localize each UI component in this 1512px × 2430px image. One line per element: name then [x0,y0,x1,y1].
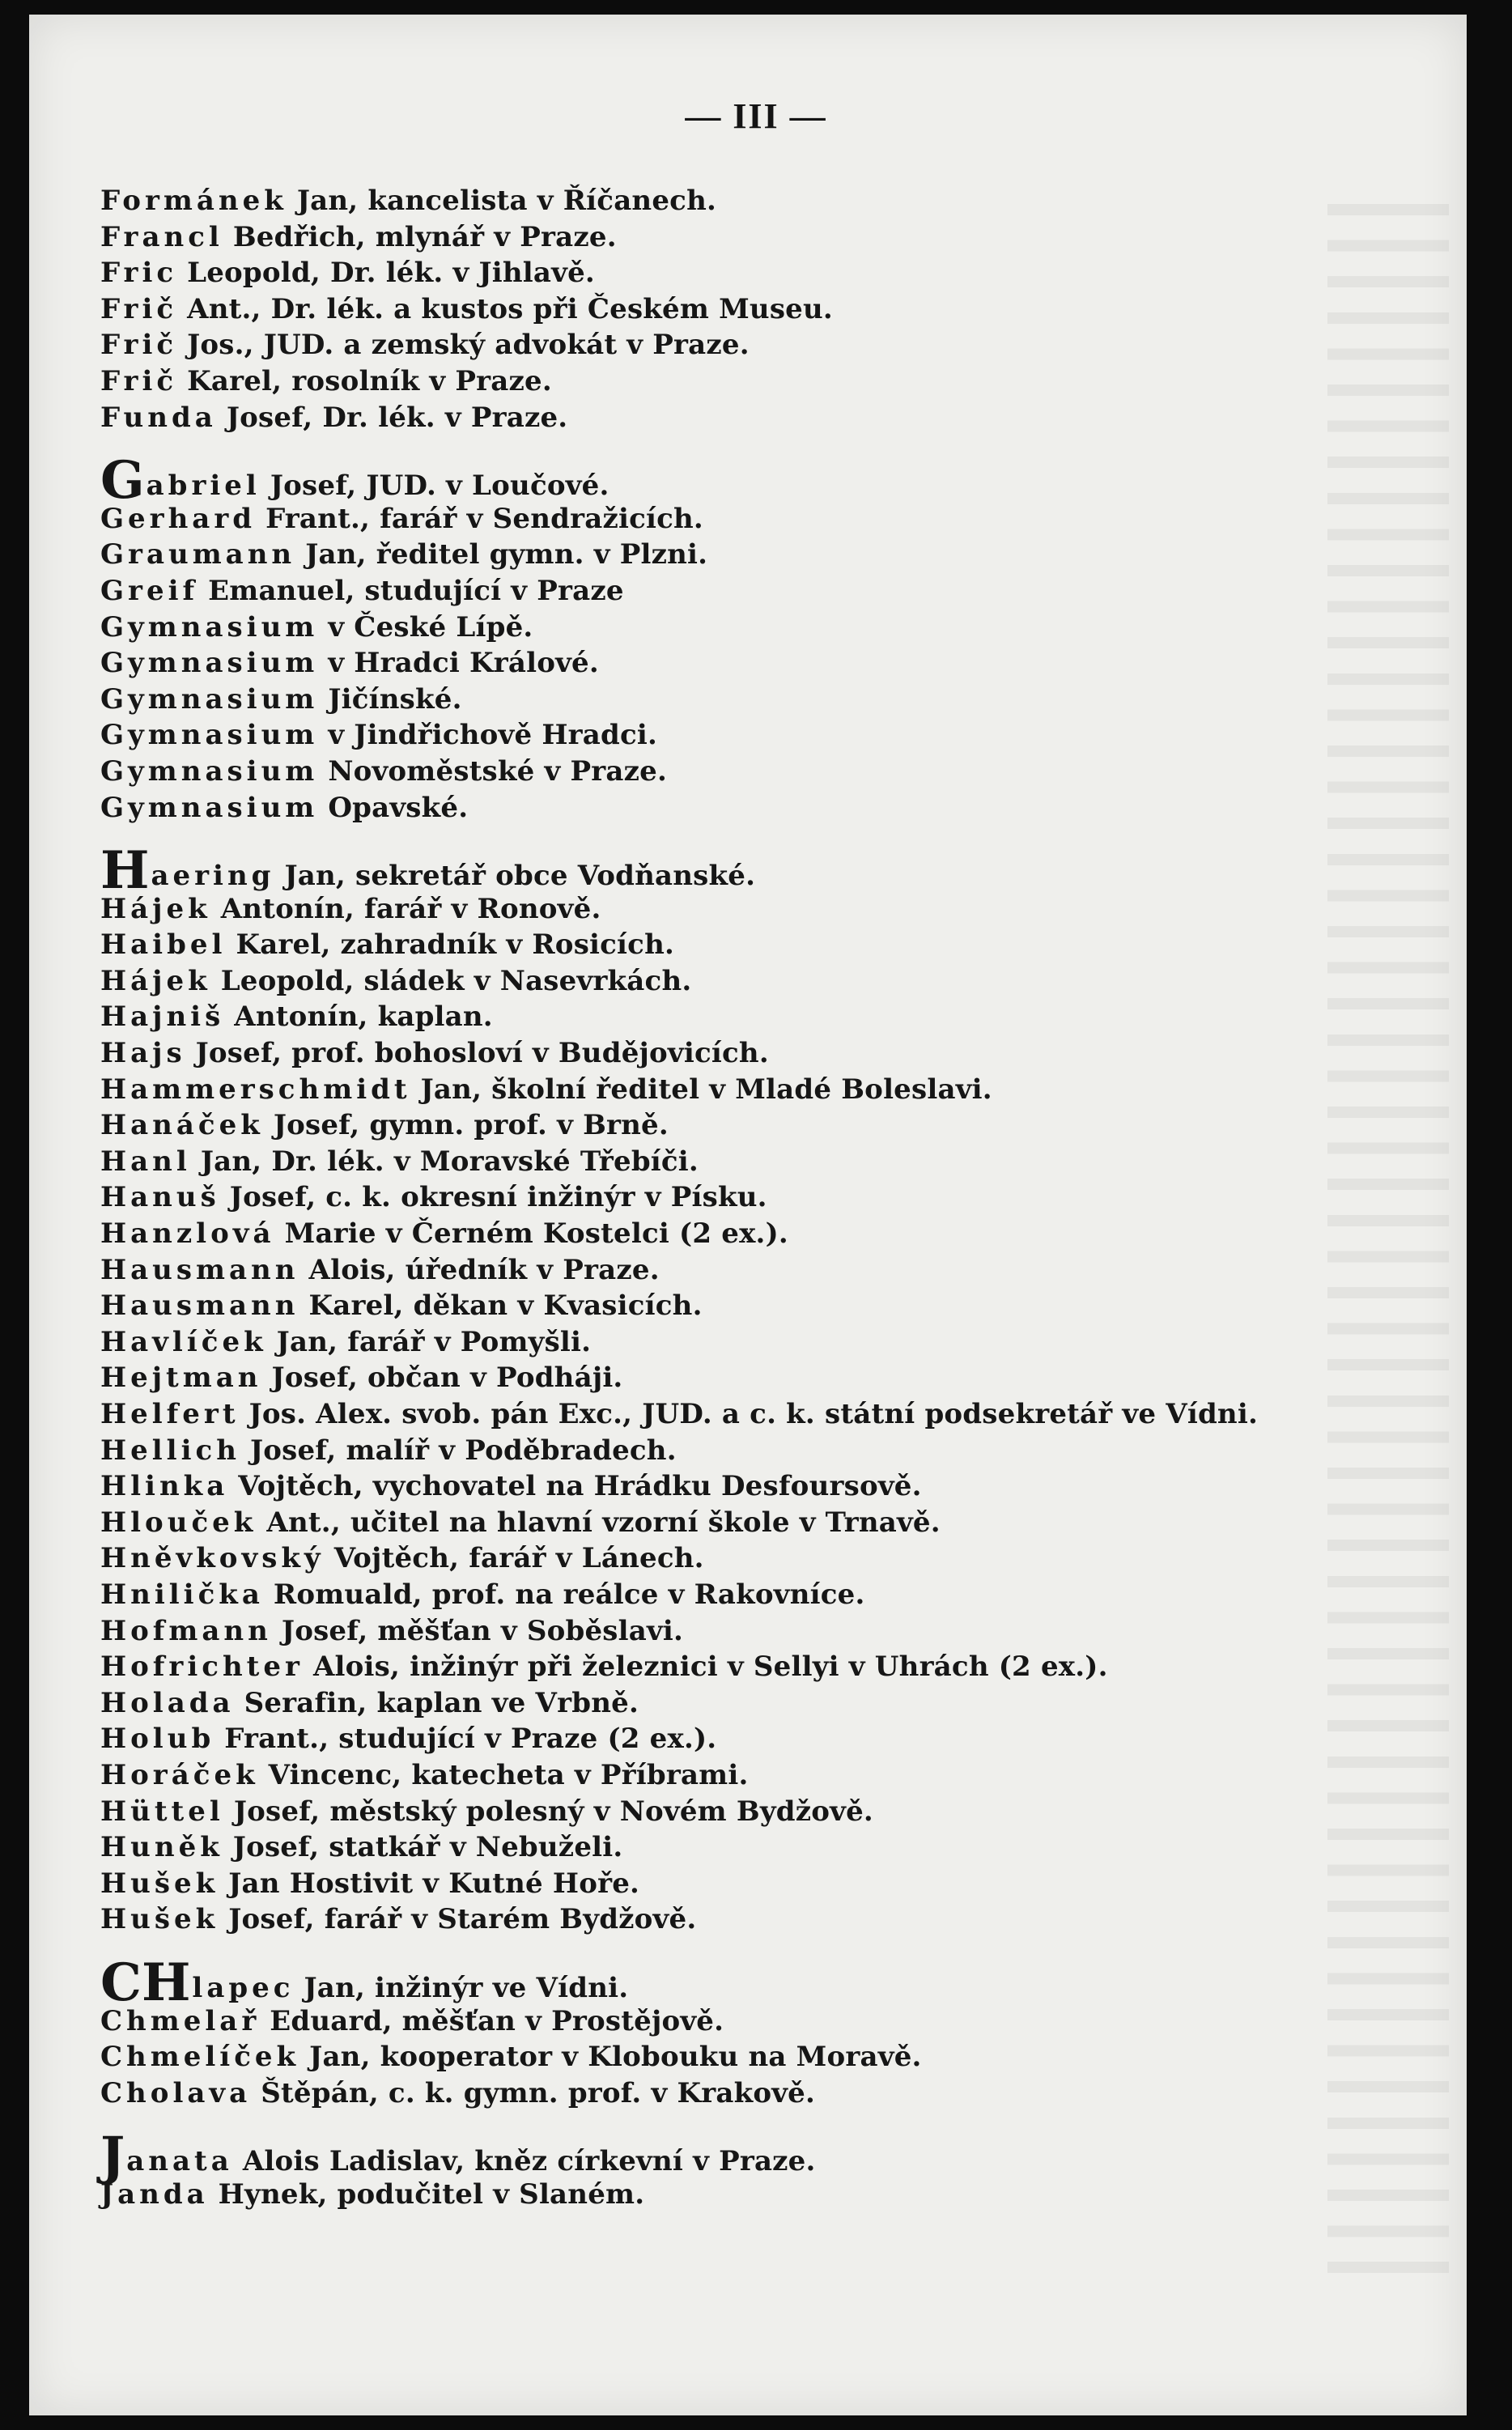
entry-name: Hausmann [100,1253,299,1286]
subscriber-list [100,183,1428,2212]
list-item [100,645,1428,682]
list-item [100,2039,1428,2075]
list-item [100,1613,1428,1650]
list-item [100,682,1428,718]
entry-name: Cholava [100,2076,252,2109]
section-initial: H [100,840,150,902]
list-item [100,2126,1428,2187]
entry-name: Formánek [100,185,287,217]
entry-name: Graumann [100,538,296,571]
entry-details: Jan, sekretář obce Vodňanské. [274,860,756,893]
list-item [100,183,1428,219]
entry-details: Antonín, kaplan. [224,1000,493,1034]
entry-name: Gymnasium [100,791,319,824]
entry-name: Hnilička [100,1578,264,1611]
list-item [100,1144,1428,1180]
entry-details: Josef, statkář v Nebuželi. [223,1831,623,1864]
entry-name: Havlíček [100,1325,267,1358]
list-item [100,1107,1428,1144]
entry-name: Hofrichter [100,1650,304,1684]
entry-details: Karel, děkan v Kvasicích. [299,1289,703,1323]
list-item [100,717,1428,754]
list-item [100,963,1428,1000]
entry-name: aering [151,860,275,893]
entry-details: Emanuel, studující v Praze [198,574,624,607]
list-item [100,1179,1428,1216]
entry-details: Frant., farář v Sendražicích. [256,502,703,535]
list-item [100,1757,1428,1794]
entry-details: Serafin, kaplan ve Vrbně. [234,1686,639,1719]
entry-details: v Hradci Králové. [318,647,599,680]
section-gap [100,1938,1428,1967]
entry-details: Jan, školní ředitel v Mladé Boleslavi. [410,1073,992,1106]
list-item [100,1324,1428,1361]
list-item [100,610,1428,646]
entry-name: lapec [192,1971,295,2004]
entry-details: Jan, farář v Pomyšli. [266,1325,592,1358]
list-item [100,1794,1428,1830]
entry-details: Ant., učitel na hlavní vzorní škole v Trnavě. [257,1506,941,1539]
entry-details: Jos., JUD. a zemský advokát v Praze. [177,329,750,362]
entry-details: Eduard, měšťan v Prostějově. [260,2004,724,2037]
entry-name: Chmelař [100,2004,261,2037]
list-item [100,1901,1428,1938]
entry-details: Vincenc, katecheta v Příbrami. [258,1758,749,1791]
entry-name: Frič [100,329,178,362]
entry-details: v České Lípě. [318,610,533,644]
entry-details: Štěpán, c. k. gymn. prof. v Krakově. [251,2076,816,2109]
entry-name: Hlinka [100,1470,229,1503]
list-item [100,2003,1428,2040]
list-item [100,1216,1428,1252]
entry-details: Antonín, farář v Ronově. [210,892,601,925]
list-item [100,1685,1428,1722]
list-item [100,219,1428,256]
entry-name: Greif [100,574,199,607]
entry-name: Janda [100,2177,209,2211]
entry-name: Hajniš [100,1000,225,1034]
entry-name: Hušek [100,1867,219,1900]
list-item [100,573,1428,610]
entry-name: Hlouček [100,1506,257,1539]
entry-name: Hanzlová [100,1217,275,1251]
entry-details: Josef, městský polesný v Novém Bydžově. [223,1795,873,1828]
entry-details: Romuald, prof. na reálce v Rakovníce. [263,1578,865,1611]
entry-details: Novoměstské v Praze. [318,754,668,788]
entry-name: Hájek [100,892,211,925]
list-item [100,1360,1428,1396]
entry-name: abriel [146,469,261,503]
entry-details: Josef, občan v Podháji. [261,1362,623,1395]
entry-name: Gymnasium [100,610,319,644]
list-item [100,1649,1428,1685]
entry-details: Leopold, sládek v Nasevrkách. [210,964,692,997]
entry-details: Jan, kancelista v Říčanech. [287,185,717,217]
entry-details: Jan, inžinýr ve Vídni. [294,1971,629,2004]
section-gap [100,2111,1428,2140]
list-item [100,927,1428,963]
entry-details: Jičínské. [318,682,462,716]
entry-name: Hájek [100,964,211,997]
entry-details: Josef, c. k. okresní inžinýr v Písku. [219,1181,767,1214]
entry-name: Hofmann [100,1614,272,1647]
entry-details: Vojtěch, vychovatel na Hrádku Desfoursově. [228,1470,922,1503]
list-item [100,450,1428,512]
entry-details: Josef, JUD. v Loučové. [260,469,609,503]
entry-name: Hüttel [100,1795,224,1828]
entry-name: Haibel [100,928,227,962]
entry-name: Frič [100,292,178,325]
list-item [100,1468,1428,1505]
entry-name: Hammerschmidt [100,1073,411,1106]
list-item [100,790,1428,826]
entry-details: Josef, měšťan v Soběslavi. [271,1614,684,1647]
entry-name: Hanuš [100,1181,220,1214]
entry-name: Francl [100,220,223,253]
entry-details: Josef, gymn. prof. v Brně. [263,1109,669,1142]
list-item [100,840,1428,902]
entry-details: Jan, kooperator v Klobouku na Moravě. [299,2041,922,2074]
section-initial: G [100,450,145,512]
list-item [100,537,1428,573]
entry-details: Jan Hostivit v Kutné Hoře. [219,1867,640,1900]
entry-name: Gymnasium [100,647,319,680]
entry-details: Alois, úředník v Praze. [299,1253,660,1286]
entry-details: Josef, malíř v Poděbradech. [240,1434,677,1467]
entry-name: Huněk [100,1831,223,1864]
entry-name: Gerhard [100,502,257,535]
entry-name: Funda [100,401,217,434]
entry-details: Hynek, podučitel v Slaném. [208,2177,645,2211]
list-item [100,501,1428,537]
list-item [100,1505,1428,1541]
entry-details: Alois Ladislav, kněz církevní v Praze. [232,2145,816,2178]
entry-name: Horáček [100,1758,259,1791]
entry-name: Gymnasium [100,754,319,788]
entry-name: Chmelíček [100,2041,300,2074]
list-item [100,1577,1428,1613]
entry-name: Hellich [100,1434,240,1467]
section-gap [100,435,1428,465]
list-item [100,891,1428,928]
entry-details: Jan, Dr. lék. v Moravské Třebíči. [190,1145,699,1178]
page-number: — III — [685,96,827,136]
entry-details: Jan, ředitel gymn. v Plzni. [295,538,708,571]
entry-details: Vojtěch, farář v Lánech. [324,1542,704,1575]
entry-name: Fric [100,257,178,290]
entry-name: Hejtman [100,1362,262,1395]
entry-name: Hausmann [100,1289,299,1323]
entry-name: Hanáček [100,1109,264,1142]
entry-name: Hněvkovský [100,1542,325,1575]
entry-details: v Jindřichově Hradci. [318,719,658,752]
list-item [100,1252,1428,1289]
list-item [100,400,1428,436]
list-item [100,1952,1428,2013]
list-item [100,754,1428,790]
entry-details: Josef, farář v Starém Bydžově. [219,1903,697,1936]
list-item [100,2075,1428,2112]
section-initial: J [100,2126,125,2187]
entry-details: Leopold, Dr. lék. v Jihlavě. [177,257,595,290]
list-item [100,1540,1428,1577]
list-item [100,1396,1428,1433]
entry-details: Josef, prof. bohosloví v Budějovicích. [185,1037,769,1070]
list-item [100,327,1428,363]
entry-details: Alois, inžinýr při železnici v Sellyi v Uhrách (2 ex.). [303,1650,1108,1684]
entry-details: Marie v Černém Kostelci (2 ex.). [274,1217,788,1251]
list-item [100,363,1428,400]
list-item [100,1072,1428,1108]
list-item [100,2177,1428,2213]
list-item [100,255,1428,291]
list-item [100,1829,1428,1866]
entry-name: Hušek [100,1903,219,1936]
entry-name: Hajs [100,1037,186,1070]
entry-details: Karel, rosolník v Praze. [177,364,552,397]
entry-details: Ant., Dr. lék. a kustos při Českém Museu. [177,292,833,325]
entry-name: Gymnasium [100,719,319,752]
entry-details: Karel, zahradník v Rosicích. [226,928,675,962]
list-item [100,1721,1428,1757]
entry-details: Bedřich, mlynář v Praze. [223,220,617,253]
entry-name: Hanl [100,1145,191,1178]
entry-details: Opavské. [318,791,469,824]
entry-name: Helfert [100,1398,240,1430]
entry-name: Holada [100,1686,235,1719]
list-item [100,1433,1428,1469]
entry-name: Frič [100,364,178,397]
section-initial: CH [100,1952,191,2013]
entry-details: Frant., studující v Praze (2 ex.). [214,1723,717,1756]
list-item [100,1288,1428,1324]
list-item [100,999,1428,1035]
entry-details: Josef, Dr. lék. v Praze. [216,401,568,434]
entry-name: Gymnasium [100,682,319,716]
section-gap [100,826,1428,855]
entry-name: anata [126,2145,233,2178]
entry-details: Jos. Alex. svob. pán Exc., JUD. a c. k. státní podsekretář ve Vídni. [239,1398,1258,1430]
list-item [100,1035,1428,1072]
entry-name: Holub [100,1723,215,1756]
list-item [100,291,1428,328]
list-item [100,1866,1428,1902]
